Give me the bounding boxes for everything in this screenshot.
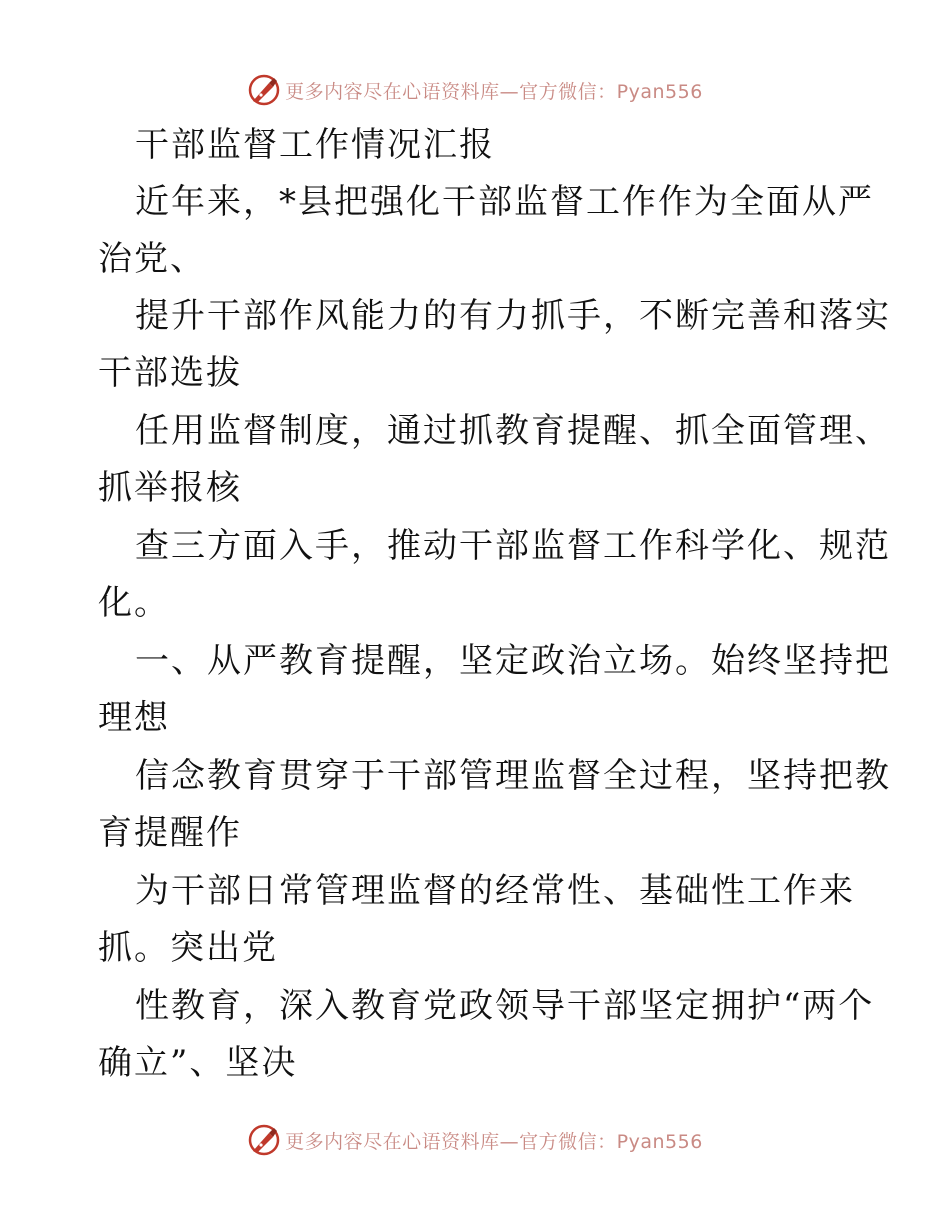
pen-nib-logo-icon xyxy=(247,73,281,107)
paragraph-line: 任用监督制度，通过抓教育提醒、抓全面管理、 xyxy=(135,411,891,451)
footer-banner-text: 更多内容尽在心语资料库—官方微信：Pyan556 xyxy=(285,1130,703,1153)
document-title: 干部监督工作情况汇报 xyxy=(135,125,495,165)
paragraph-line: 化。 xyxy=(98,583,170,623)
section-heading-line: 一、从严教育提醒，坚定政治立场。始终坚持把 xyxy=(135,641,891,681)
header-banner-text: 更多内容尽在心语资料库—官方微信：Pyan556 xyxy=(285,80,703,103)
paragraph-line: 育提醒作 xyxy=(98,813,242,853)
pen-nib-logo-icon xyxy=(247,1123,281,1157)
paragraph-line: 为干部日常管理监督的经常性、基础性工作来 xyxy=(135,871,855,911)
paragraph-line: 干部选拔 xyxy=(98,353,242,393)
paragraph-line: 性教育，深入教育党政领导干部坚定拥护“两个 xyxy=(135,986,875,1026)
paragraph-line: 近年来，*县把强化干部监督工作作为全面从严 xyxy=(135,182,874,222)
paragraph-line: 抓。突出党 xyxy=(98,928,278,968)
paragraph-line: 信念教育贯穿于干部管理监督全过程，坚持把教 xyxy=(135,756,891,796)
footer-banner xyxy=(0,1120,950,1160)
paragraph-line: 确立”、坚决 xyxy=(98,1043,298,1083)
paragraph-line: 查三方面入手，推动干部监督工作科学化、规范 xyxy=(135,526,891,566)
paragraph-line: 抓举报核 xyxy=(98,468,242,508)
header-banner xyxy=(0,70,950,110)
paragraph-line: 理想 xyxy=(98,698,170,738)
paragraph-line: 提升干部作风能力的有力抓手，不断完善和落实 xyxy=(135,296,891,336)
paragraph-line: 治党、 xyxy=(98,239,206,279)
